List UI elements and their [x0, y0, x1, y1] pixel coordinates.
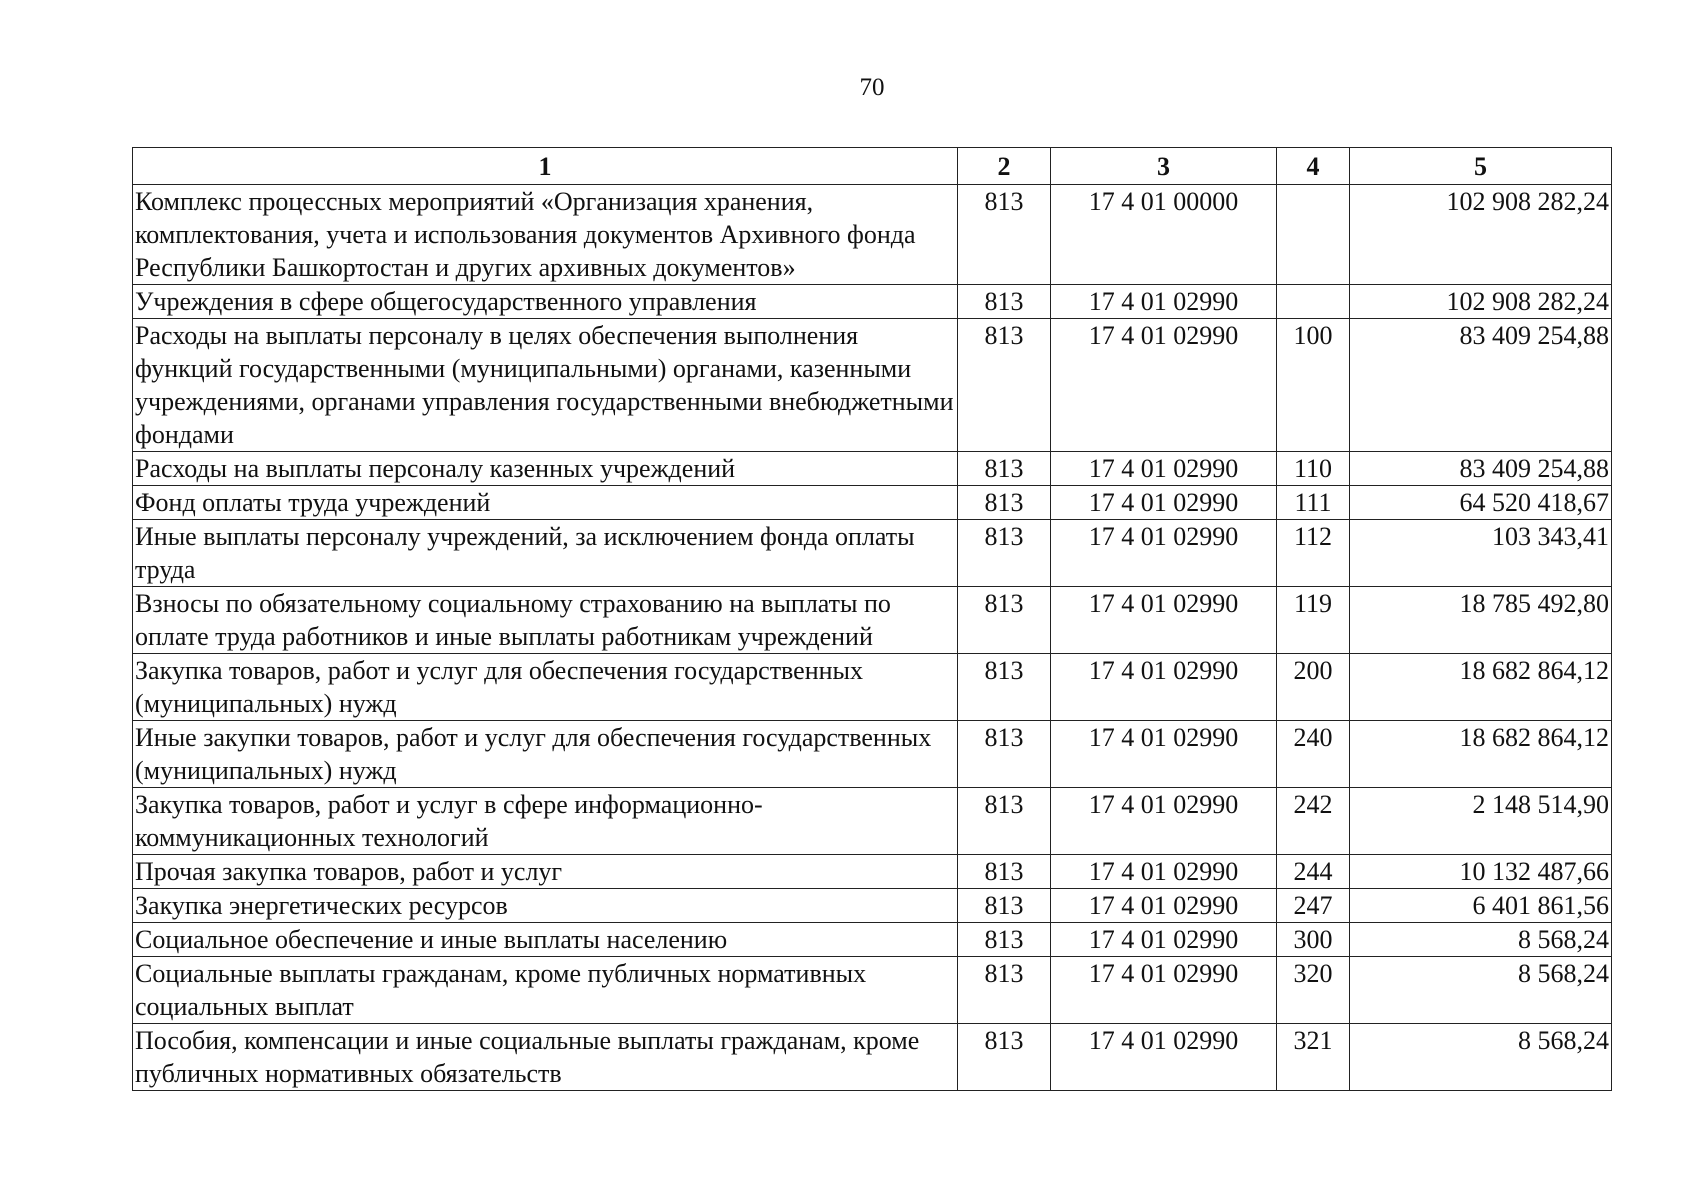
- header-row: [133, 148, 1612, 185]
- table-row: [133, 721, 1612, 788]
- row-amount: 8 568,24: [1350, 923, 1612, 957]
- row-csr: 17 4 01 02990: [1051, 721, 1277, 788]
- row-vr: 300: [1277, 923, 1350, 957]
- row-grbs: 813: [958, 654, 1051, 721]
- row-csr: 17 4 01 02990: [1051, 889, 1277, 923]
- row-vr: 119: [1277, 587, 1350, 654]
- header-col-3: 3: [1051, 148, 1277, 185]
- table-row: [133, 587, 1612, 654]
- row-amount: 8 568,24: [1350, 1024, 1612, 1091]
- table-row: [133, 889, 1612, 923]
- row-csr: 17 4 01 02990: [1051, 957, 1277, 1024]
- row-vr: 240: [1277, 721, 1350, 788]
- row-vr: 112: [1277, 520, 1350, 587]
- row-grbs: 813: [958, 923, 1051, 957]
- row-amount: 102 908 282,24: [1350, 185, 1612, 285]
- row-grbs: 813: [958, 185, 1051, 285]
- row-csr: 17 4 01 02990: [1051, 923, 1277, 957]
- row-csr: 17 4 01 00000: [1051, 185, 1277, 285]
- row-grbs: 813: [958, 319, 1051, 452]
- row-grbs: 813: [958, 452, 1051, 486]
- row-vr: 247: [1277, 889, 1350, 923]
- row-csr: 17 4 01 02990: [1051, 788, 1277, 855]
- page-number: 70: [859, 74, 885, 101]
- row-name: Закупка энергетических ресурсов: [133, 889, 958, 923]
- row-name: Социальное обеспечение и иные выплаты населению: [133, 923, 958, 957]
- row-amount: 8 568,24: [1350, 957, 1612, 1024]
- row-vr: [1277, 185, 1350, 285]
- table-row: [133, 923, 1612, 957]
- row-vr: 200: [1277, 654, 1350, 721]
- budget-table: [132, 147, 1612, 1091]
- row-grbs: 813: [958, 1024, 1051, 1091]
- header-col-4: 4: [1277, 148, 1350, 185]
- row-vr: 321: [1277, 1024, 1350, 1091]
- row-csr: 17 4 01 02990: [1051, 587, 1277, 654]
- row-grbs: 813: [958, 855, 1051, 889]
- header-col-2: 2: [958, 148, 1051, 185]
- row-csr: 17 4 01 02990: [1051, 285, 1277, 319]
- row-name: Иные закупки товаров, работ и услуг для обеспечения государственных (муниципальных) нужд: [133, 721, 958, 788]
- row-name: Прочая закупка товаров, работ и услуг: [133, 855, 958, 889]
- row-grbs: 813: [958, 285, 1051, 319]
- row-name: Взносы по обязательному социальному страхованию на выплаты по оплате труда работников и иные выплаты работникам учреждений: [133, 587, 958, 654]
- row-vr: 242: [1277, 788, 1350, 855]
- table-row: [133, 520, 1612, 587]
- row-grbs: 813: [958, 520, 1051, 587]
- row-csr: 17 4 01 02990: [1051, 452, 1277, 486]
- row-csr: 17 4 01 02990: [1051, 654, 1277, 721]
- row-csr: 17 4 01 02990: [1051, 855, 1277, 889]
- row-name: Учреждения в сфере общегосударственного управления: [133, 285, 958, 319]
- table-row: [133, 185, 1612, 285]
- row-name: Фонд оплаты труда учреждений: [133, 486, 958, 520]
- row-name: Комплекс процессных мероприятий «Организация хранения, комплектования, учета и использования документов Архивного фонда Республики Башкортостан и других архивных документов»: [133, 185, 958, 285]
- row-name: Пособия, компенсации и иные социальные выплаты гражданам, кроме публичных нормативных обязательств: [133, 1024, 958, 1091]
- row-amount: 83 409 254,88: [1350, 452, 1612, 486]
- row-grbs: 813: [958, 587, 1051, 654]
- row-grbs: 813: [958, 721, 1051, 788]
- row-name: Социальные выплаты гражданам, кроме публичных нормативных социальных выплат: [133, 957, 958, 1024]
- row-vr: 320: [1277, 957, 1350, 1024]
- row-amount: 64 520 418,67: [1350, 486, 1612, 520]
- row-amount: 83 409 254,88: [1350, 319, 1612, 452]
- row-name: Расходы на выплаты персоналу казенных учреждений: [133, 452, 958, 486]
- row-amount: 2 148 514,90: [1350, 788, 1612, 855]
- header-col-1: 1: [133, 148, 958, 185]
- row-amount: 18 682 864,12: [1350, 654, 1612, 721]
- table-row: [133, 285, 1612, 319]
- table-row: [133, 452, 1612, 486]
- table-row: [133, 788, 1612, 855]
- table-row: [133, 654, 1612, 721]
- row-amount: 10 132 487,66: [1350, 855, 1612, 889]
- row-vr: 244: [1277, 855, 1350, 889]
- row-name: Закупка товаров, работ и услуг в сфере информационно-коммуникационных технологий: [133, 788, 958, 855]
- row-name: Расходы на выплаты персоналу в целях обеспечения выполнения функций государственными (муниципальными) органами, казенными учреждениями, органами управления государственными внебюджетными фондами: [133, 319, 958, 452]
- row-csr: 17 4 01 02990: [1051, 486, 1277, 520]
- table-row: [133, 1024, 1612, 1091]
- row-vr: 111: [1277, 486, 1350, 520]
- table-row: [133, 957, 1612, 1024]
- row-csr: 17 4 01 02990: [1051, 319, 1277, 452]
- row-vr: 100: [1277, 319, 1350, 452]
- row-amount: 18 785 492,80: [1350, 587, 1612, 654]
- row-grbs: 813: [958, 957, 1051, 1024]
- row-name: Иные выплаты персоналу учреждений, за исключением фонда оплаты труда: [133, 520, 958, 587]
- table-row: [133, 319, 1612, 452]
- row-vr: [1277, 285, 1350, 319]
- row-amount: 102 908 282,24: [1350, 285, 1612, 319]
- row-amount: 6 401 861,56: [1350, 889, 1612, 923]
- row-grbs: 813: [958, 486, 1051, 520]
- header-col-5: 5: [1350, 148, 1612, 185]
- row-grbs: 813: [958, 788, 1051, 855]
- row-name: Закупка товаров, работ и услуг для обеспечения государственных (муниципальных) нужд: [133, 654, 958, 721]
- row-csr: 17 4 01 02990: [1051, 1024, 1277, 1091]
- row-amount: 103 343,41: [1350, 520, 1612, 587]
- table-row: [133, 486, 1612, 520]
- row-grbs: 813: [958, 889, 1051, 923]
- row-vr: 110: [1277, 452, 1350, 486]
- table-row: [133, 855, 1612, 889]
- row-csr: 17 4 01 02990: [1051, 520, 1277, 587]
- row-amount: 18 682 864,12: [1350, 721, 1612, 788]
